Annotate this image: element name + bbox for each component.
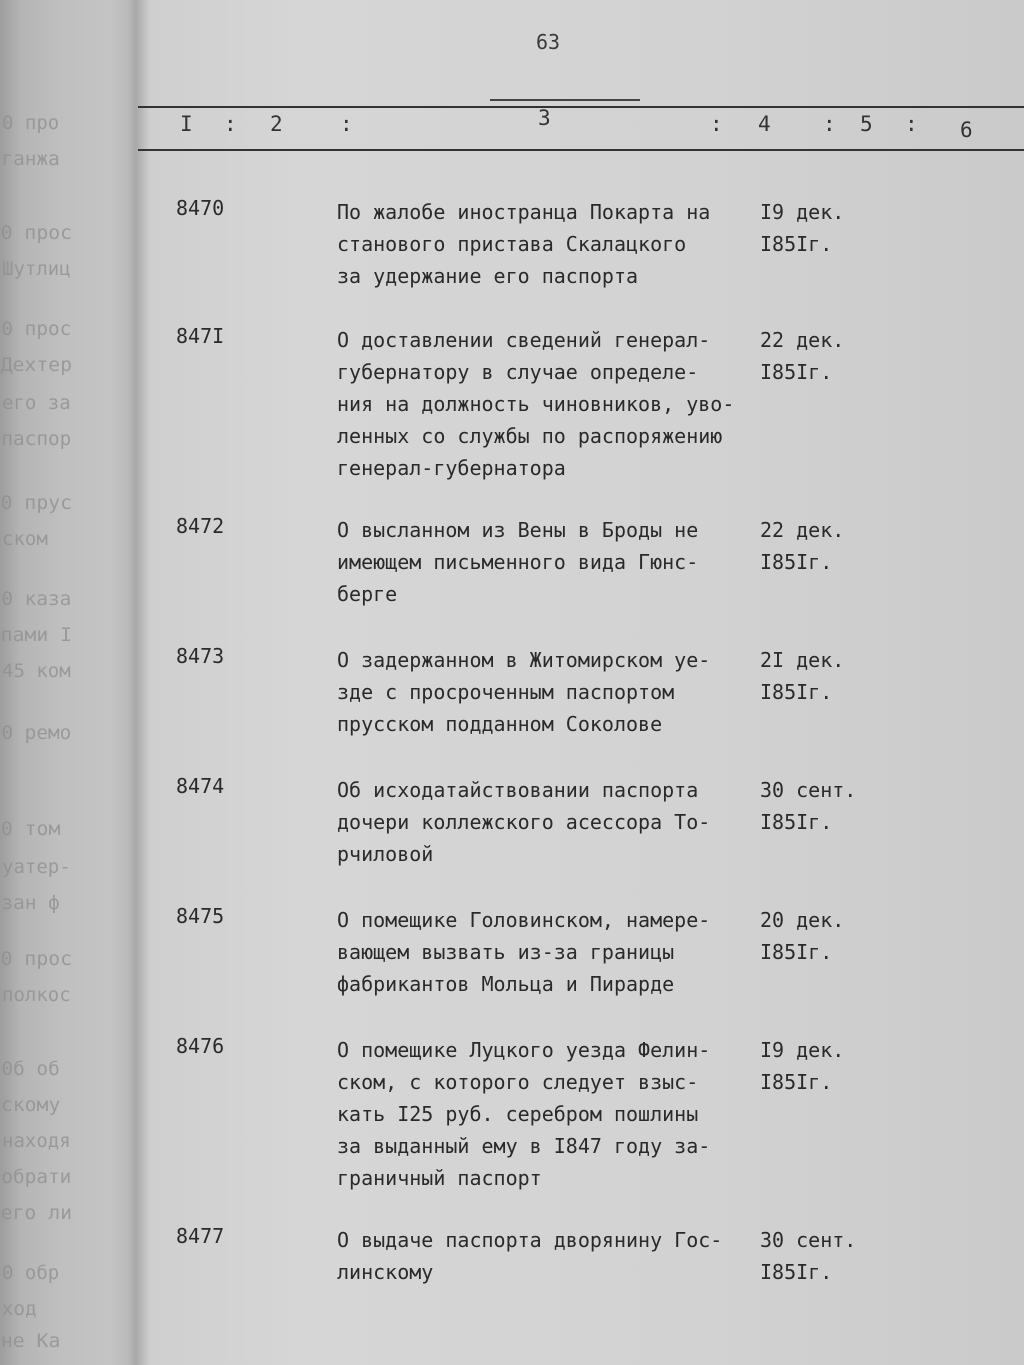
entry-date <box>760 1224 856 1288</box>
description-line: губернатору в случае определе- <box>337 360 699 384</box>
entry-date <box>760 774 856 838</box>
date-line: I85Iг. <box>760 680 833 704</box>
entry-description <box>337 324 734 484</box>
column-header-3: 3 <box>538 106 551 130</box>
column-separator: : <box>710 112 723 136</box>
bleed-text-line: 0 прос <box>0 222 73 244</box>
header-rule-short <box>490 99 640 101</box>
column-separator: : <box>224 112 237 136</box>
date-line: I85Iг. <box>760 940 833 964</box>
description-line: О задержанном в Житомирском уе- <box>337 648 711 672</box>
column-separator: : <box>905 112 918 136</box>
bleed-text-line: находя <box>2 1130 71 1152</box>
date-line: I85Iг. <box>760 810 833 834</box>
date-line: I85Iг. <box>760 360 833 384</box>
bleed-text-line: 0 про <box>2 112 60 134</box>
entry-number: 8473 <box>176 644 225 668</box>
bleed-text-line: 0 прос <box>0 948 73 970</box>
description-line: фабрикантов Мольца и Пирарде <box>337 972 675 996</box>
description-line: за удержание его паспорта <box>337 264 639 288</box>
entry-date <box>760 1034 844 1098</box>
bleed-text-line: 0 обр <box>2 1262 60 1284</box>
entry-description <box>337 1224 722 1288</box>
description-line: кать I25 руб. серебром пошлины <box>337 1102 699 1126</box>
entry-description <box>337 774 710 870</box>
entry-description <box>337 644 710 740</box>
description-line: ния на должность чиновников, уво- <box>337 392 735 416</box>
date-line: 2I дек. <box>760 648 845 672</box>
column-header-5: 5 <box>860 112 873 136</box>
date-line: 22 дек. <box>760 518 845 542</box>
description-line: По жалобе иностранца Покарта на <box>337 200 711 224</box>
bleed-text-line: скому <box>0 1094 61 1116</box>
adjacent-page-bleed <box>0 0 135 1365</box>
date-line: I85Iг. <box>760 1260 833 1284</box>
bleed-text-line: его за <box>2 392 71 414</box>
column-header-1: I <box>180 112 193 136</box>
description-line: О помещике Луцкого уезда Фелин- <box>337 1038 711 1062</box>
description-line: ском, с которого следует взыс- <box>337 1070 699 1094</box>
page-number: 63 <box>536 30 561 54</box>
bleed-text-line: ход <box>1 1298 37 1320</box>
entry-date <box>760 196 844 260</box>
bleed-text-line: обрати <box>1 1166 72 1188</box>
entry-number: 8477 <box>176 1224 225 1248</box>
entry-number: 847I <box>176 324 225 348</box>
description-line: линскому <box>337 1260 434 1284</box>
entry-number: 8472 <box>176 514 225 538</box>
column-header-2: 2 <box>270 112 283 136</box>
description-line: ленных со службы по распоряжению <box>337 424 723 448</box>
bleed-text-line: 0б об <box>1 1058 60 1080</box>
description-line: О доставлении сведений генерал- <box>337 328 711 352</box>
entry-number: 8475 <box>176 904 225 928</box>
description-line: О выдаче паспорта дворянину Гос- <box>337 1228 723 1252</box>
description-line: рчиловой <box>337 842 434 866</box>
column-separator: : <box>340 112 353 136</box>
description-line: за выданный ему в I847 году за- <box>337 1134 711 1158</box>
bleed-text-line: 0 прос <box>1 318 72 340</box>
date-line: I9 дек. <box>760 1038 845 1062</box>
header-rule-top <box>138 106 1024 108</box>
date-line: I85Iг. <box>760 232 833 256</box>
description-line: берге <box>337 582 398 606</box>
description-line: дочери коллежского асессора То- <box>337 810 711 834</box>
bleed-text-line: пами I <box>0 624 73 646</box>
description-line: О помещике Головинском, намере- <box>337 908 711 932</box>
bleed-text-line: зан ф <box>1 892 60 914</box>
bleed-text-line: 0 ремо <box>1 722 72 744</box>
entry-description <box>337 514 698 610</box>
bleed-text-line: Дехтер <box>0 354 73 376</box>
entry-description <box>337 196 710 292</box>
bleed-text-line: ганжа <box>1 148 60 170</box>
date-line: I85Iг. <box>760 1070 833 1094</box>
bleed-text-line: уатер- <box>2 856 71 878</box>
bleed-text-line: полкос <box>2 984 71 1006</box>
date-line: I9 дек. <box>760 200 845 224</box>
bleed-text-line: Шутлиц <box>2 258 71 280</box>
date-line: I85Iг. <box>760 550 833 574</box>
description-line: Об исходатайствовании паспорта <box>337 778 699 802</box>
description-line: прусском подданном Соколове <box>337 712 663 736</box>
date-line: 30 сент. <box>760 778 857 802</box>
bleed-text-line: 45 ком <box>2 660 71 682</box>
description-line: О высланном из Вены в Броды не <box>337 518 699 542</box>
description-line: граничный паспорт <box>337 1166 542 1190</box>
bleed-text-line: паспор <box>1 428 72 450</box>
column-header-4: 4 <box>758 112 771 136</box>
date-line: 20 дек. <box>760 908 845 932</box>
description-line: зде с просроченным паспортом <box>337 680 675 704</box>
bleed-text-line: 0 каза <box>1 588 72 610</box>
entry-description <box>337 1034 710 1194</box>
entry-number: 8474 <box>176 774 225 798</box>
entry-date <box>760 514 844 578</box>
bleed-text-line: его ли <box>0 1202 73 1224</box>
column-header-6: 6 <box>960 118 973 142</box>
entry-date <box>760 644 844 708</box>
date-line: 22 дек. <box>760 328 845 352</box>
bleed-text-line: не Ка <box>0 1330 61 1352</box>
column-separator: : <box>823 112 836 136</box>
description-line: станового пристава Скалацкого <box>337 232 687 256</box>
bleed-text-line: ском <box>2 528 48 550</box>
entry-description <box>337 904 710 1000</box>
entry-date <box>760 324 844 388</box>
description-line: вающем вызвать из-за границы <box>337 940 675 964</box>
entry-date <box>760 904 844 968</box>
description-line: генерал-губернатора <box>337 456 566 480</box>
entry-number: 8470 <box>176 196 225 220</box>
bleed-text-line: 0 том <box>0 818 61 840</box>
description-line: имеющем письменного вида Гюнс- <box>337 550 699 574</box>
header-rule-bottom <box>138 149 1024 151</box>
date-line: 30 сент. <box>760 1228 857 1252</box>
bleed-text-line: 0 прус <box>0 492 73 514</box>
entry-number: 8476 <box>176 1034 225 1058</box>
